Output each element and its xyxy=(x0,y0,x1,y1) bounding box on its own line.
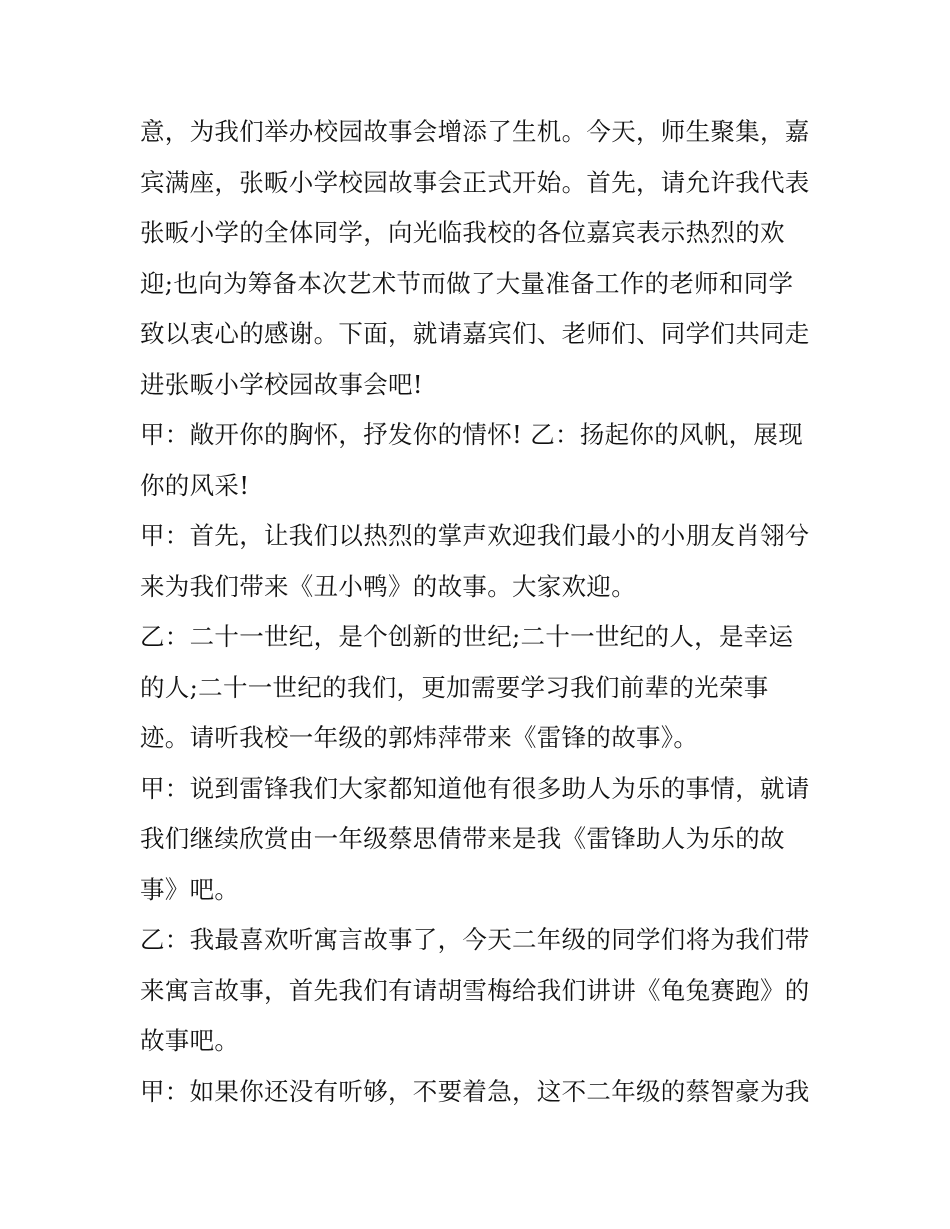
text-line: 意，为我们举办校园故事会增添了生机。今天，师生聚集，嘉 xyxy=(140,117,810,146)
text-line: 我们继续欣赏由一年级蔡思倩带来是我《雷锋助人为乐的故 xyxy=(140,824,785,853)
text-line: 来寓言故事，首先我们有请胡雪梅给我们讲讲《龟兔赛跑》的 xyxy=(140,975,810,1005)
text-line: 迹。请听我校一年级的郭炜萍带来《雷锋的故事》。 xyxy=(140,723,699,752)
text-line: 你的风采! xyxy=(140,470,250,500)
text-line: 迎;也向为筹备本次艺术节而做了大量准备工作的老师和同学 xyxy=(140,268,794,298)
text-line: 致以衷心的感谢。下面，就请嘉宾们、老师们、同学们共同走 xyxy=(140,319,810,348)
document-text xyxy=(140,107,820,1117)
text-line: 甲：敞开你的胸怀，抒发你的情怀! 乙：扬起你的风帆，展现 xyxy=(140,420,804,449)
text-line: 甲：首先，让我们以热烈的掌声欢迎我们最小的小朋友肖翎兮 xyxy=(140,521,810,550)
text-line: 的人;二十一世纪的我们，更加需要学习我们前辈的光荣事 xyxy=(140,672,769,702)
text-line: 宾满座，张畈小学校园故事会正式开始。首先，请允许我代表 xyxy=(140,167,810,197)
text-line: 甲：如果你还没有听够，不要着急，这不二年级的蔡智豪为我 xyxy=(140,1076,810,1106)
text-line: 乙：我最喜欢听寓言故事了，今天二年级的同学们将为我们带 xyxy=(140,925,810,954)
text-line: 乙：二十一世纪，是个创新的世纪;二十一世纪的人，是幸运 xyxy=(140,622,794,651)
text-line: 事》吧。 xyxy=(140,874,240,904)
text-line: 进张畈小学校园故事会吧! xyxy=(140,369,423,399)
text-line: 张畈小学的全体同学，向光临我校的各位嘉宾表示热烈的欢 xyxy=(140,218,785,247)
text-line: 甲：说到雷锋我们大家都知道他有很多助人为乐的事情，就请 xyxy=(140,773,810,803)
text-line: 故事吧。 xyxy=(140,1026,240,1055)
text-line: 来为我们带来《丑小鸭》的故事。大家欢迎。 xyxy=(140,571,636,601)
